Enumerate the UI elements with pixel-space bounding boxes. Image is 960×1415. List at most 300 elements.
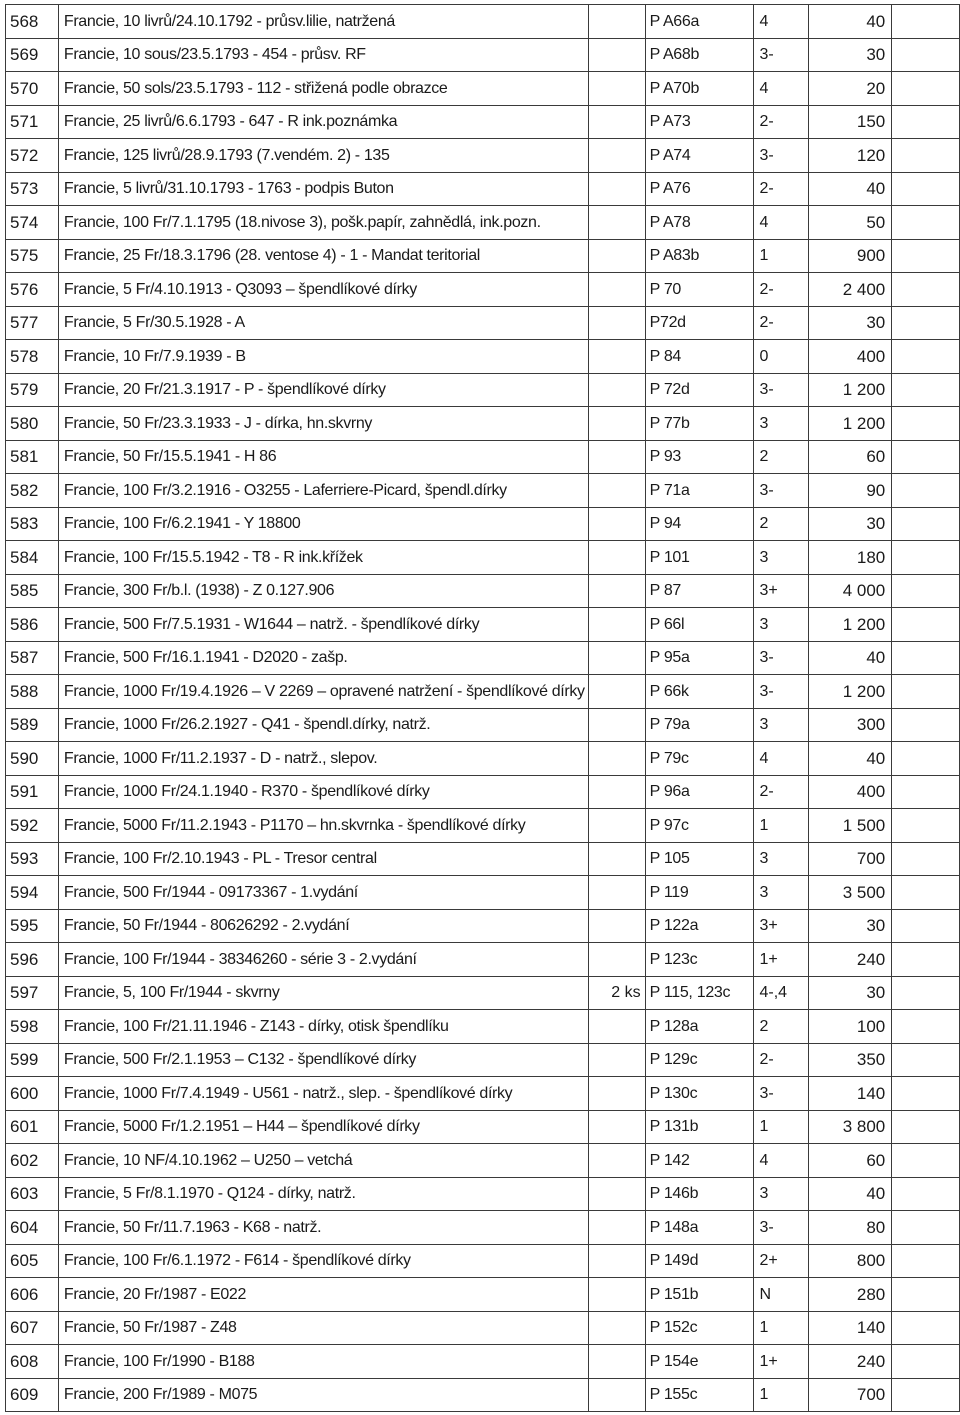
lot-table [5, 4, 960, 1412]
table-row [6, 306, 960, 340]
starting-price: 30 [809, 507, 892, 541]
lot-quantity [588, 574, 645, 608]
lot-list [5, 4, 960, 1412]
lot-description: Francie, 5 Fr/8.1.1970 - Q124 - dírky, natrž. [58, 1177, 588, 1211]
starting-price: 140 [809, 1077, 892, 1111]
lot-number: 603 [6, 1177, 59, 1211]
lot-number: 569 [6, 38, 59, 72]
lot-quantity [588, 708, 645, 742]
empty-cell [892, 306, 960, 340]
starting-price: 350 [809, 1043, 892, 1077]
condition-grade: 0 [754, 340, 809, 374]
starting-price: 20 [809, 72, 892, 106]
condition-grade: 1 [754, 1378, 809, 1412]
lot-number: 571 [6, 105, 59, 139]
lot-description-text: Francie, 1000 Fr/19.4.1926 – V 2269 – opravené natržení - špendlíkové dírky [63, 683, 585, 701]
lot-quantity [588, 105, 645, 139]
empty-cell [892, 1345, 960, 1379]
condition-grade: 3 [754, 876, 809, 910]
lot-description: Francie, 50 Fr/11.7.1963 - K68 - natrž. [58, 1211, 588, 1245]
starting-price: 100 [809, 1010, 892, 1044]
lot-description: Francie, 1000 Fr/24.1.1940 - R370 - špendlíkové dírky [58, 775, 588, 809]
lot-quantity [588, 1211, 645, 1245]
empty-cell [892, 1110, 960, 1144]
lot-quantity [588, 139, 645, 173]
lot-description: Francie, 500 Fr/1944 - 09173367 - 1.vydání [58, 876, 588, 910]
lot-description: Francie, 100 Fr/3.2.1916 - O3255 - Laferriere-Picard, špendl.dírky [58, 474, 588, 508]
catalog-number: P 105 [645, 842, 754, 876]
starting-price: 90 [809, 474, 892, 508]
lot-number: 609 [6, 1378, 59, 1412]
catalog-number: P 129c [645, 1043, 754, 1077]
condition-grade: 2- [754, 172, 809, 206]
lot-description: Francie, 25 Fr/18.3.1796 (28. ventose 4) - 1 - Mandat teritorial [58, 239, 588, 273]
table-row [6, 5, 960, 39]
condition-grade: 2+ [754, 1244, 809, 1278]
lot-quantity [588, 1010, 645, 1044]
starting-price: 180 [809, 541, 892, 575]
catalog-number: P A70b [645, 72, 754, 106]
condition-grade: 1 [754, 809, 809, 843]
table-row [6, 842, 960, 876]
empty-cell [892, 239, 960, 273]
catalog-number: P 142 [645, 1144, 754, 1178]
lot-quantity [588, 239, 645, 273]
catalog-number: P A83b [645, 239, 754, 273]
table-row [6, 943, 960, 977]
lot-quantity [588, 72, 645, 106]
empty-cell [892, 507, 960, 541]
starting-price: 30 [809, 909, 892, 943]
table-row [6, 38, 960, 72]
lot-description: Francie, 500 Fr/7.5.1931 - W1644 – natrž. - špendlíkové dírky [58, 608, 588, 642]
lot-number: 601 [6, 1110, 59, 1144]
lot-quantity [588, 1278, 645, 1312]
empty-cell [892, 206, 960, 240]
condition-grade: 3- [754, 675, 809, 709]
table-row [6, 172, 960, 206]
condition-grade: 2- [754, 105, 809, 139]
table-row [6, 1144, 960, 1178]
catalog-number: P 77b [645, 407, 754, 441]
table-row [6, 775, 960, 809]
lot-number: 600 [6, 1077, 59, 1111]
lot-number: 584 [6, 541, 59, 575]
catalog-number: P 151b [645, 1278, 754, 1312]
empty-cell [892, 708, 960, 742]
empty-cell [892, 105, 960, 139]
lot-number: 575 [6, 239, 59, 273]
lot-number: 576 [6, 273, 59, 307]
condition-grade: 3 [754, 407, 809, 441]
lot-description: Francie, 10 sous/23.5.1793 - 454 - průsv. RF [58, 38, 588, 72]
condition-grade: 4 [754, 206, 809, 240]
lot-description: Francie, 500 Fr/16.1.1941 - D2020 - zašp. [58, 641, 588, 675]
lot-quantity [588, 1311, 645, 1345]
catalog-number: P 94 [645, 507, 754, 541]
starting-price: 400 [809, 775, 892, 809]
table-row [6, 1345, 960, 1379]
catalog-number: P 70 [645, 273, 754, 307]
empty-cell [892, 407, 960, 441]
lot-description: Francie, 20 Fr/21.3.1917 - P - špendlíkové dírky [58, 373, 588, 407]
lot-description: Francie, 100 Fr/6.1.1972 - F614 - špendlíkové dírky [58, 1244, 588, 1278]
lot-description: Francie, 50 sols/23.5.1793 - 112 - střižená podle obrazce [58, 72, 588, 106]
table-row [6, 608, 960, 642]
empty-cell [892, 809, 960, 843]
starting-price: 1 200 [809, 373, 892, 407]
condition-grade: 4 [754, 742, 809, 776]
condition-grade: 3+ [754, 574, 809, 608]
starting-price: 40 [809, 1177, 892, 1211]
table-row [6, 1311, 960, 1345]
lot-number: 578 [6, 340, 59, 374]
empty-cell [892, 373, 960, 407]
lot-description: Francie, 100 Fr/15.5.1942 - T8 - R ink.křížek [58, 541, 588, 575]
lot-quantity [588, 842, 645, 876]
lot-number: 573 [6, 172, 59, 206]
condition-grade: 2 [754, 1010, 809, 1044]
table-row [6, 675, 960, 709]
catalog-number: P 149d [645, 1244, 754, 1278]
catalog-number: P 122a [645, 909, 754, 943]
lot-quantity [588, 742, 645, 776]
catalog-number: P 128a [645, 1010, 754, 1044]
empty-cell [892, 742, 960, 776]
lot-number: 605 [6, 1244, 59, 1278]
lot-number: 591 [6, 775, 59, 809]
catalog-number: P 119 [645, 876, 754, 910]
empty-cell [892, 541, 960, 575]
table-row [6, 1110, 960, 1144]
lot-number: 594 [6, 876, 59, 910]
table-row [6, 1077, 960, 1111]
condition-grade: 2 [754, 507, 809, 541]
empty-cell [892, 172, 960, 206]
empty-cell [892, 1211, 960, 1245]
starting-price: 2 400 [809, 273, 892, 307]
empty-cell [892, 1144, 960, 1178]
table-row [6, 809, 960, 843]
empty-cell [892, 72, 960, 106]
starting-price: 280 [809, 1278, 892, 1312]
catalog-number: P A74 [645, 139, 754, 173]
lot-quantity [588, 407, 645, 441]
table-row [6, 373, 960, 407]
lot-number: 574 [6, 206, 59, 240]
lot-number: 581 [6, 440, 59, 474]
condition-grade: 2- [754, 306, 809, 340]
table-row [6, 206, 960, 240]
table-row [6, 1010, 960, 1044]
lot-quantity [588, 306, 645, 340]
catalog-number: P 97c [645, 809, 754, 843]
empty-cell [892, 340, 960, 374]
table-row [6, 1244, 960, 1278]
starting-price: 800 [809, 1244, 892, 1278]
lot-number: 608 [6, 1345, 59, 1379]
lot-number: 602 [6, 1144, 59, 1178]
condition-grade: 2 [754, 440, 809, 474]
table-row [6, 574, 960, 608]
table-row [6, 641, 960, 675]
starting-price: 700 [809, 842, 892, 876]
lot-description: Francie, 5, 100 Fr/1944 - skvrny [58, 976, 588, 1010]
condition-grade: 1 [754, 1311, 809, 1345]
lot-description: Francie, 50 Fr/1987 - Z48 [58, 1311, 588, 1345]
empty-cell [892, 1278, 960, 1312]
lot-number: 595 [6, 909, 59, 943]
lot-quantity [588, 876, 645, 910]
lot-description: Francie, 5000 Fr/1.2.1951 – H44 – špendlíkové dírky [58, 1110, 588, 1144]
empty-cell [892, 5, 960, 39]
lot-description: Francie, 50 Fr/15.5.1941 - H 86 [58, 440, 588, 474]
lot-number: 568 [6, 5, 59, 39]
lot-number: 579 [6, 373, 59, 407]
lot-number: 599 [6, 1043, 59, 1077]
empty-cell [892, 842, 960, 876]
table-row [6, 742, 960, 776]
table-row [6, 474, 960, 508]
lot-description [58, 675, 588, 709]
empty-cell [892, 1043, 960, 1077]
lot-number: 586 [6, 608, 59, 642]
lot-quantity: 2 ks [588, 976, 645, 1010]
table-row [6, 541, 960, 575]
empty-cell [892, 1378, 960, 1412]
lot-quantity [588, 675, 645, 709]
starting-price: 50 [809, 206, 892, 240]
lot-description: Francie, 10 livrů/24.10.1792 - průsv.lilie, natržená [58, 5, 588, 39]
lot-quantity [588, 38, 645, 72]
lot-number: 572 [6, 139, 59, 173]
condition-grade: 3- [754, 641, 809, 675]
condition-grade: 1 [754, 1110, 809, 1144]
lot-quantity [588, 273, 645, 307]
lot-quantity [588, 1244, 645, 1278]
catalog-number: P A68b [645, 38, 754, 72]
lot-rows [6, 5, 960, 1412]
condition-grade: 3 [754, 842, 809, 876]
catalog-number: P 115, 123c [645, 976, 754, 1010]
lot-number: 580 [6, 407, 59, 441]
lot-quantity [588, 507, 645, 541]
lot-number: 598 [6, 1010, 59, 1044]
condition-grade: 3- [754, 38, 809, 72]
condition-grade: 3- [754, 373, 809, 407]
empty-cell [892, 976, 960, 1010]
lot-quantity [588, 340, 645, 374]
lot-description: Francie, 100 Fr/7.1.1795 (18.nivose 3), pošk.papír, zahnědlá, ink.pozn. [58, 206, 588, 240]
lot-quantity [588, 1378, 645, 1412]
lot-description: Francie, 100 Fr/2.10.1943 - PL - Tresor central [58, 842, 588, 876]
catalog-number: P 101 [645, 541, 754, 575]
starting-price: 240 [809, 943, 892, 977]
condition-grade: 3+ [754, 909, 809, 943]
catalog-number: P 152c [645, 1311, 754, 1345]
lot-quantity [588, 775, 645, 809]
lot-number: 606 [6, 1278, 59, 1312]
starting-price: 40 [809, 5, 892, 39]
lot-quantity [588, 541, 645, 575]
lot-quantity [588, 1144, 645, 1178]
lot-description: Francie, 300 Fr/b.l. (1938) - Z 0.127.906 [58, 574, 588, 608]
lot-quantity [588, 1077, 645, 1111]
lot-description: Francie, 1000 Fr/26.2.1927 - Q41 - špendl.dírky, natrž. [58, 708, 588, 742]
catalog-number: P 66l [645, 608, 754, 642]
lot-quantity [588, 909, 645, 943]
empty-cell [892, 1311, 960, 1345]
condition-grade: 3- [754, 1077, 809, 1111]
empty-cell [892, 273, 960, 307]
starting-price: 30 [809, 38, 892, 72]
catalog-number: P 79a [645, 708, 754, 742]
lot-description: Francie, 5 Fr/4.10.1913 - Q3093 – špendlíkové dírky [58, 273, 588, 307]
table-row [6, 72, 960, 106]
lot-quantity [588, 641, 645, 675]
starting-price: 1 200 [809, 608, 892, 642]
condition-grade: 4 [754, 1144, 809, 1178]
catalog-number: P 66k [645, 675, 754, 709]
lot-quantity [588, 474, 645, 508]
condition-grade: 2- [754, 1043, 809, 1077]
table-row [6, 273, 960, 307]
condition-grade: 4-,4 [754, 976, 809, 1010]
starting-price: 30 [809, 976, 892, 1010]
condition-grade: 3- [754, 1211, 809, 1245]
catalog-number: P 146b [645, 1177, 754, 1211]
condition-grade: 1 [754, 239, 809, 273]
catalog-number: P 71a [645, 474, 754, 508]
condition-grade: 1+ [754, 1345, 809, 1379]
catalog-number: P 87 [645, 574, 754, 608]
starting-price: 400 [809, 340, 892, 374]
lot-number: 592 [6, 809, 59, 843]
empty-cell [892, 876, 960, 910]
lot-number: 604 [6, 1211, 59, 1245]
catalog-number: P 154e [645, 1345, 754, 1379]
empty-cell [892, 139, 960, 173]
lot-description: Francie, 10 NF/4.10.1962 – U250 – vetchá [58, 1144, 588, 1178]
lot-description: Francie, 5 Fr/30.5.1928 - A [58, 306, 588, 340]
table-row [6, 239, 960, 273]
empty-cell [892, 943, 960, 977]
table-row [6, 139, 960, 173]
empty-cell [892, 1177, 960, 1211]
lot-description: Francie, 500 Fr/2.1.1953 – C132 - špendlíkové dírky [58, 1043, 588, 1077]
condition-grade: 2- [754, 775, 809, 809]
starting-price: 150 [809, 105, 892, 139]
empty-cell [892, 641, 960, 675]
empty-cell [892, 1077, 960, 1111]
lot-number: 585 [6, 574, 59, 608]
condition-grade: 3 [754, 708, 809, 742]
starting-price: 240 [809, 1345, 892, 1379]
lot-description: Francie, 100 Fr/21.11.1946 - Z143 - dírky, otisk špendlíku [58, 1010, 588, 1044]
condition-grade: 3- [754, 474, 809, 508]
catalog-number: P72d [645, 306, 754, 340]
lot-number: 582 [6, 474, 59, 508]
empty-cell [892, 38, 960, 72]
lot-quantity [588, 1345, 645, 1379]
lot-quantity [588, 1043, 645, 1077]
table-row [6, 1211, 960, 1245]
lot-quantity [588, 1110, 645, 1144]
lot-description: Francie, 125 livrů/28.9.1793 (7.vendém. 2) - 135 [58, 139, 588, 173]
lot-description: Francie, 5 livrů/31.10.1793 - 1763 - podpis Buton [58, 172, 588, 206]
lot-number: 588 [6, 675, 59, 709]
catalog-number: P 93 [645, 440, 754, 474]
lot-description: Francie, 1000 Fr/7.4.1949 - U561 - natrž., slep. - špendlíkové dírky [58, 1077, 588, 1111]
starting-price: 4 000 [809, 574, 892, 608]
starting-price: 40 [809, 641, 892, 675]
lot-number: 583 [6, 507, 59, 541]
table-row [6, 407, 960, 441]
lot-number: 607 [6, 1311, 59, 1345]
condition-grade: 4 [754, 72, 809, 106]
starting-price: 60 [809, 1144, 892, 1178]
table-row [6, 909, 960, 943]
empty-cell [892, 909, 960, 943]
catalog-number: P A66a [645, 5, 754, 39]
empty-cell [892, 440, 960, 474]
catalog-number: P 155c [645, 1378, 754, 1412]
starting-price: 1 500 [809, 809, 892, 843]
lot-description: Francie, 100 Fr/1990 - B188 [58, 1345, 588, 1379]
starting-price: 40 [809, 742, 892, 776]
starting-price: 300 [809, 708, 892, 742]
starting-price: 140 [809, 1311, 892, 1345]
condition-grade: 3 [754, 541, 809, 575]
lot-quantity [588, 440, 645, 474]
catalog-number: P A78 [645, 206, 754, 240]
starting-price: 40 [809, 172, 892, 206]
lot-number: 597 [6, 976, 59, 1010]
empty-cell [892, 474, 960, 508]
lot-number: 590 [6, 742, 59, 776]
condition-grade: 3 [754, 1177, 809, 1211]
catalog-number: P 95a [645, 641, 754, 675]
lot-number: 593 [6, 842, 59, 876]
table-row [6, 876, 960, 910]
table-row [6, 340, 960, 374]
lot-quantity [588, 1177, 645, 1211]
catalog-number: P 123c [645, 943, 754, 977]
empty-cell [892, 608, 960, 642]
condition-grade: 2- [754, 273, 809, 307]
starting-price: 3 800 [809, 1110, 892, 1144]
condition-grade: 3 [754, 608, 809, 642]
condition-grade: 1+ [754, 943, 809, 977]
lot-quantity [588, 943, 645, 977]
table-row [6, 1378, 960, 1412]
lot-description: Francie, 1000 Fr/11.2.1937 - D - natrž., slepov. [58, 742, 588, 776]
table-row [6, 976, 960, 1010]
starting-price: 60 [809, 440, 892, 474]
condition-grade: N [754, 1278, 809, 1312]
lot-description: Francie, 20 Fr/1987 - E022 [58, 1278, 588, 1312]
catalog-number: P A73 [645, 105, 754, 139]
lot-number: 577 [6, 306, 59, 340]
starting-price: 700 [809, 1378, 892, 1412]
lot-description: Francie, 5000 Fr/11.2.1943 - P1170 – hn.skvrnka - špendlíkové dírky [58, 809, 588, 843]
catalog-number: P 96a [645, 775, 754, 809]
catalog-number: P 130c [645, 1077, 754, 1111]
lot-description: Francie, 200 Fr/1989 - M075 [58, 1378, 588, 1412]
starting-price: 3 500 [809, 876, 892, 910]
condition-grade: 3- [754, 139, 809, 173]
lot-description: Francie, 25 livrů/6.6.1793 - 647 - R ink.poznámka [58, 105, 588, 139]
